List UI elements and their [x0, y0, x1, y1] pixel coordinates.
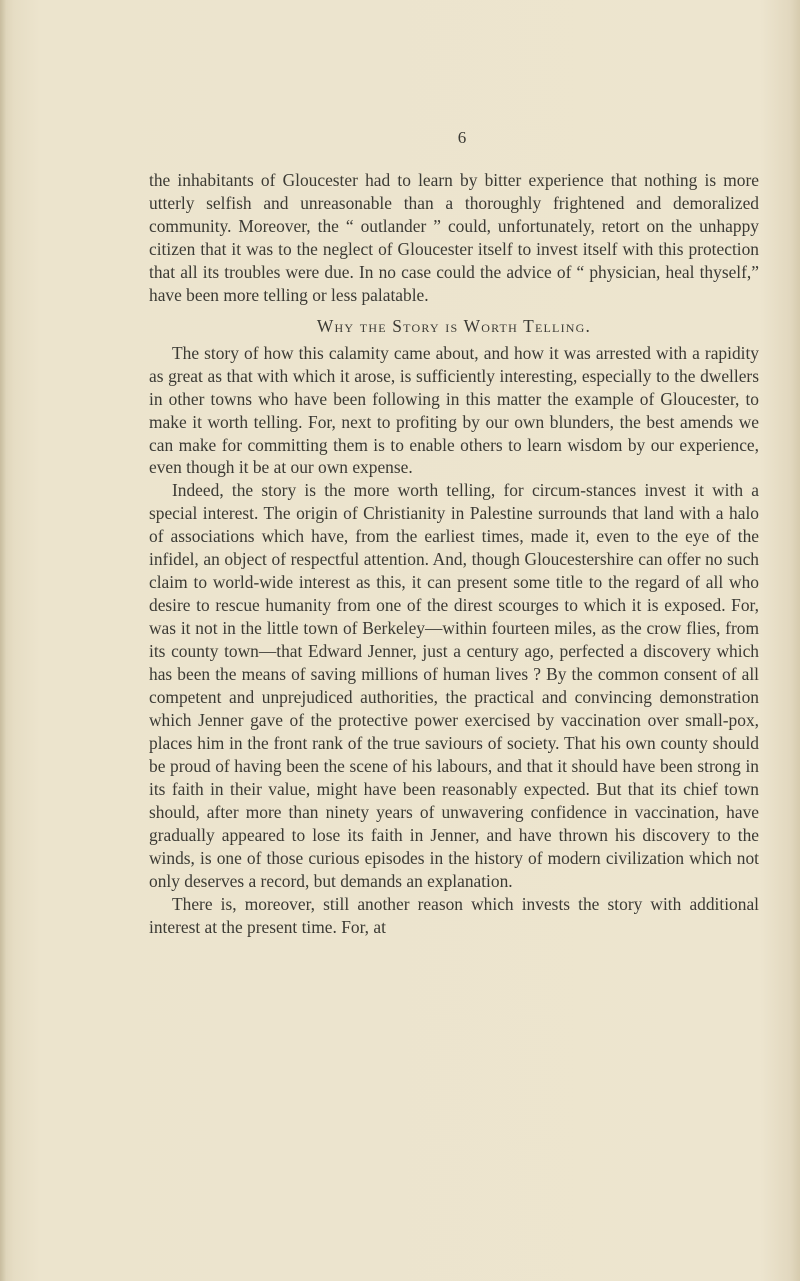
paragraph: The story of how this calamity came about, and how it was arrested with a rapidity as great as that with which it arose, is sufficiently interesting, especially to the dwellers in other towns who have been following in this matter the example of Gloucester, to make it worth telling. For, next to profiting by our own blunders, the best amends we can make for committing them is to enable others to learn wisdom by our experience, even though it be at our own expense.	[149, 342, 759, 478]
page-binding-edge	[0, 0, 6, 1281]
paragraph: There is, moreover, still another reason which invests the story with additional interest at the present time. For, at	[149, 893, 759, 937]
page-text-block	[149, 128, 759, 939]
paragraph: Indeed, the story is the more worth telling, for circum-stances invest it with a special interest. The origin of Christianity in Palestine surrounds that land with a halo of associations which have, from the earliest times, made it, even to the eye of the infidel, an object of respectful attention. And, though Gloucestershire can offer no such claim to world-wide interest as this, it can present some title to the regard of all who desire to rescue humanity from one of the direst scourges to which it is exposed. For, was it not in the little town of Berkeley—within fourteen miles, as the crow flies, from its county town—that Edward Jenner, just a century ago, perfected a discovery which has been the means of saving millions of human lives ? By the common consent of all competent and unprejudiced authorities, the practical and convincing demonstration which Jenner gave of the protective power exercised by vaccination over small-pox, places him in the front rank of the true saviours of society. That his own county should be proud of having been the scene of his labours, and that it should have been strong in its faith in their value, might have been reasonably expected. But that its chief town should, after more than ninety years of unwavering confidence in vaccination, have gradually appeared to lose its faith in Jenner, and have thrown his discovery to the winds, is one of those curious episodes in the history of modern civilization which not only deserves a record, but demands an explanation.	[149, 480, 759, 891]
section-heading: Why the Story is Worth Telling.	[316, 315, 592, 336]
paragraph-continuation: the inhabitants of Gloucester had to learn by bitter experience that nothing is more utterly selfish and unreasonable than a thoroughly frightened and demoralized community. Moreover, the “ outlander ” could, unfortunately, retort on the unhappy citizen that it was to the neglect of Gloucester itself to invest itself with this protection that all its troubles were due. In no case could the advice of “ physician, heal thyself,” have been more telling or less palatable.	[149, 170, 759, 305]
page-number: 6	[457, 128, 467, 147]
